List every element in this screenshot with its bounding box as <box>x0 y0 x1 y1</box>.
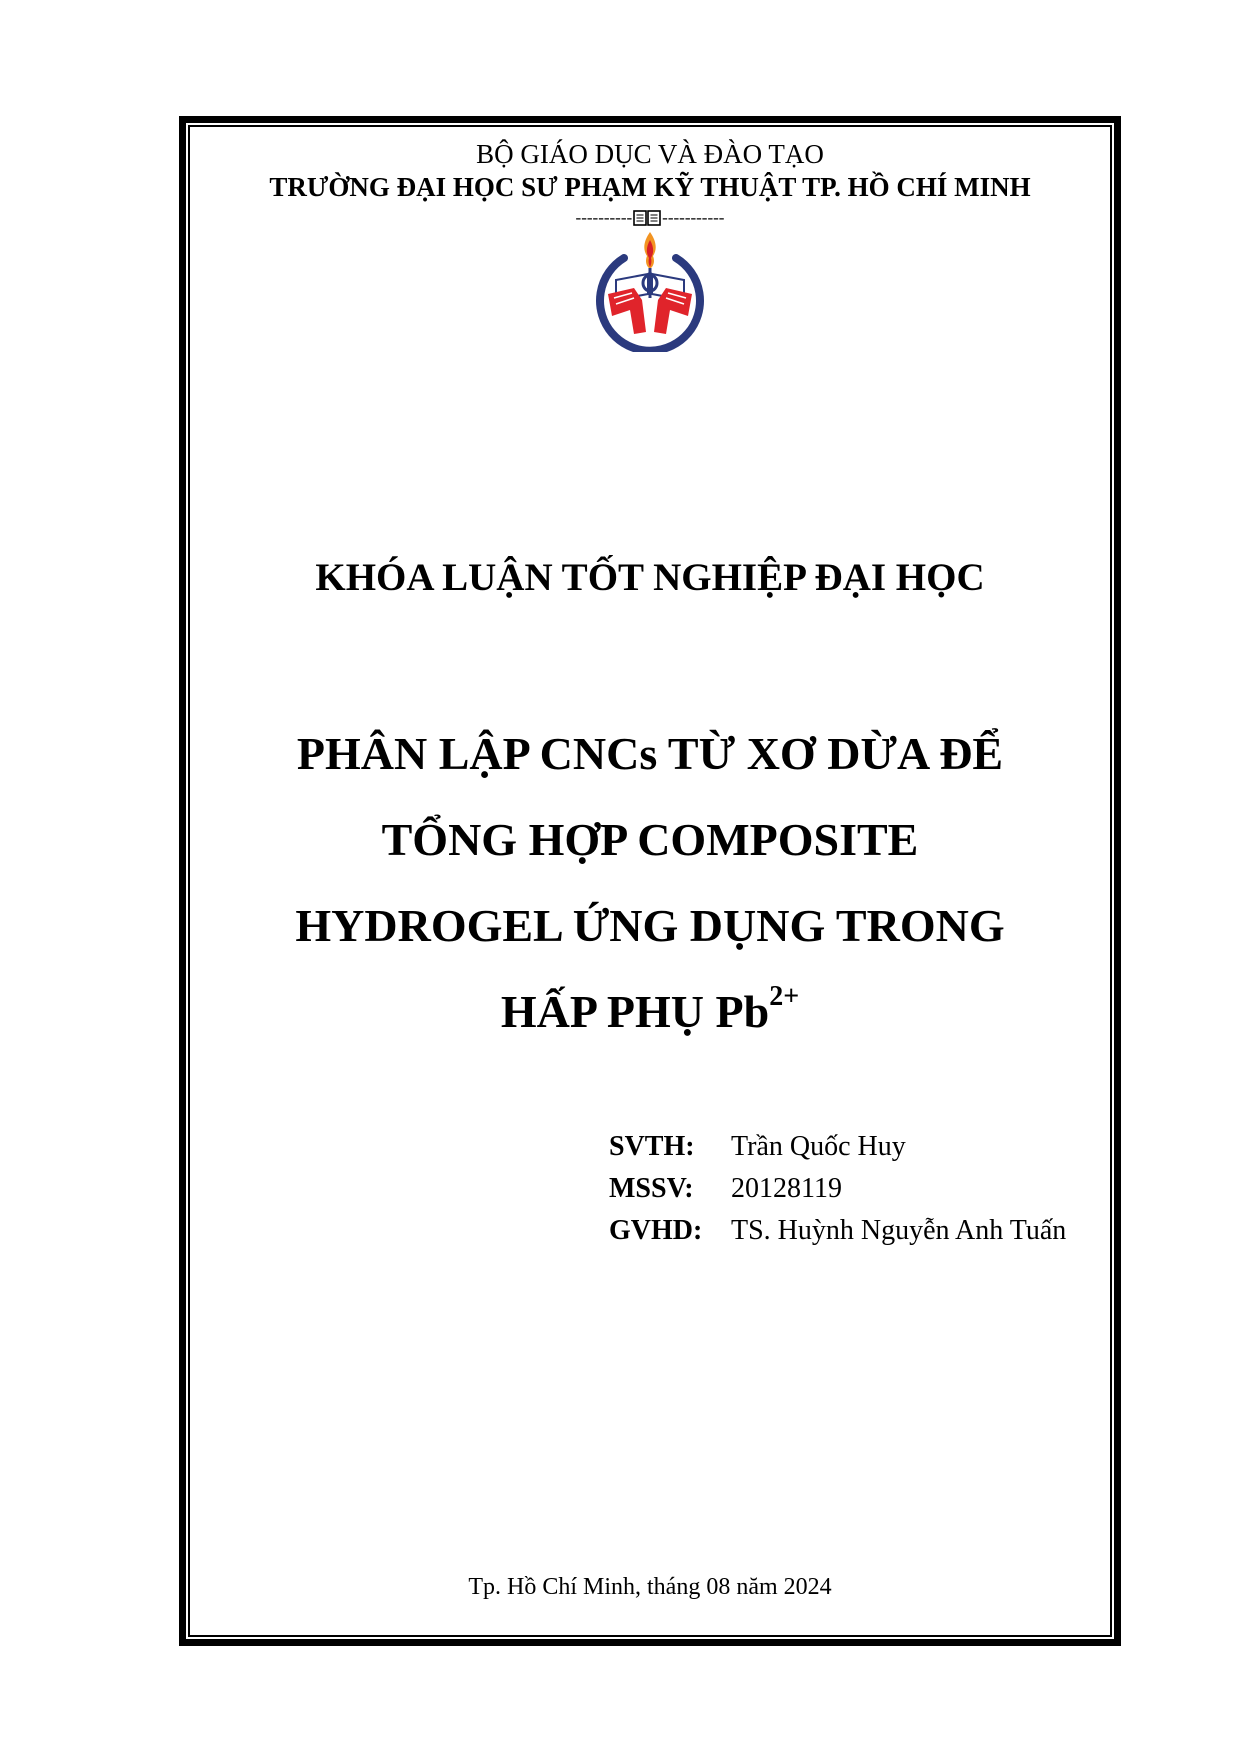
ornament-dashes-left: ---------- <box>575 208 633 227</box>
university-emblem-icon <box>594 232 706 352</box>
title-line-1: PHÂN LẬP CNCs TỪ XƠ DỪA ĐỂ <box>296 728 1004 779</box>
ministry-name: BỘ GIÁO DỤC VÀ ĐÀO TẠO <box>476 139 824 169</box>
place-date: Tp. Hồ Chí Minh, tháng 08 năm 2024 <box>468 1574 832 1600</box>
author-info <box>609 1126 1066 1252</box>
thesis-title <box>188 711 1112 1055</box>
info-row-student-id <box>609 1168 1066 1210</box>
title-line-3: HYDROGEL ỨNG DỤNG TRONG <box>295 900 1005 951</box>
book-icon <box>632 208 662 228</box>
university-name: TRƯỜNG ĐẠI HỌC SƯ PHẠM KỸ THUẬT TP. HỒ CHÍ MINH <box>269 172 1031 202</box>
ornament-dashes-right: ----------- <box>662 208 725 227</box>
info-row-student <box>609 1126 1066 1168</box>
info-row-advisor <box>609 1210 1066 1252</box>
title-line-4 <box>188 969 1112 1055</box>
title-line-4-text: HẤP PHỤ Pb <box>500 986 770 1037</box>
thesis-type: KHÓA LUẬN TỐT NGHIỆP ĐẠI HỌC <box>315 556 985 599</box>
title-line-2: TỔNG HỢP COMPOSITE <box>381 814 919 865</box>
student-id-label: MSSV: <box>609 1173 694 1204</box>
advisor-name: TS. Huỳnh Nguyễn Anh Tuấn <box>731 1215 1067 1246</box>
student-id: 20128119 <box>731 1173 842 1204</box>
header-ornament <box>188 206 1112 230</box>
student-label: SVTH: <box>609 1131 695 1162</box>
title-superscript: 2+ <box>769 981 800 1012</box>
advisor-label: GVHD: <box>609 1215 703 1246</box>
student-name: Trần Quốc Huy <box>731 1131 906 1162</box>
